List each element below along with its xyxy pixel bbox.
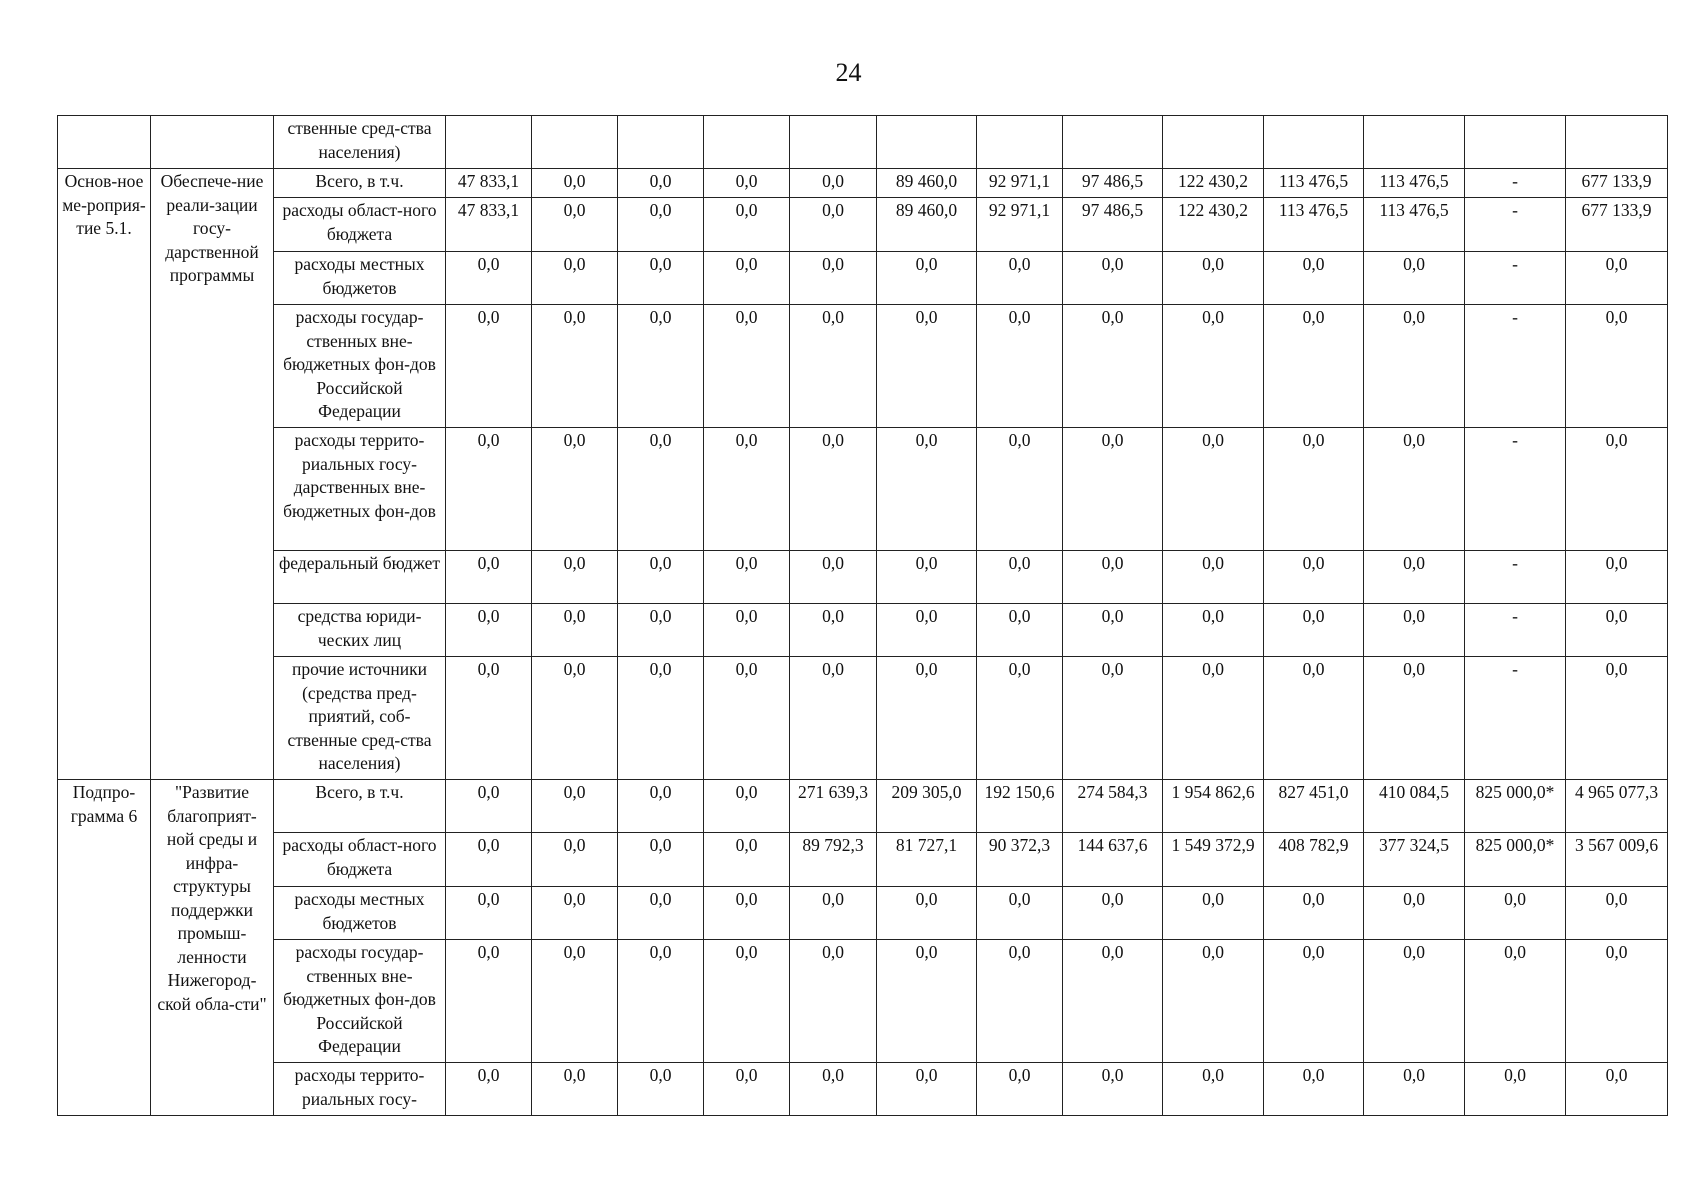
value-cell: 89 460,0 [877, 169, 977, 198]
value-cell: 0,0 [446, 887, 532, 940]
value-cell: 825 000,0* [1465, 833, 1566, 887]
value-cell: 0,0 [977, 428, 1063, 551]
value-cell: 97 486,5 [1063, 198, 1163, 252]
value-cell: 90 372,3 [977, 833, 1063, 887]
value-cell: 0,0 [532, 604, 618, 657]
value-cell: 0,0 [618, 198, 704, 252]
value-cell: 0,0 [1063, 887, 1163, 940]
value-cell: 0,0 [618, 428, 704, 551]
funding-source-cell: расходы государ-ственных вне-бюджетных фон-дов Российской Федерации [274, 940, 446, 1063]
value-cell: 0,0 [618, 780, 704, 833]
value-cell: 0,0 [790, 1063, 877, 1116]
value-cell: 0,0 [877, 305, 977, 428]
value-cell: 0,0 [1566, 657, 1668, 780]
table-row [58, 940, 1668, 1063]
value-cell: 0,0 [446, 833, 532, 887]
value-cell: 0,0 [1264, 657, 1364, 780]
value-cell: 274 584,3 [1063, 780, 1163, 833]
value-cell: 1 549 372,9 [1163, 833, 1264, 887]
table-row [58, 604, 1668, 657]
value-cell: 0,0 [532, 252, 618, 305]
value-cell: 0,0 [1063, 940, 1163, 1063]
program-code-cell [58, 116, 151, 169]
value-cell: 0,0 [704, 252, 790, 305]
budget-table [57, 115, 1668, 1116]
table-row [58, 657, 1668, 780]
funding-source-cell: ственные сред-ства населения) [274, 116, 446, 169]
value-cell: 0,0 [1163, 887, 1264, 940]
value-cell: 0,0 [532, 169, 618, 198]
table-row [58, 1063, 1668, 1116]
table-row [58, 169, 1668, 198]
value-cell: 0,0 [977, 887, 1063, 940]
value-cell: 0,0 [977, 604, 1063, 657]
value-cell: 0,0 [877, 428, 977, 551]
value-cell: 0,0 [532, 780, 618, 833]
value-cell: 0,0 [1063, 551, 1163, 604]
value-cell: 408 782,9 [1264, 833, 1364, 887]
value-cell: 0,0 [618, 833, 704, 887]
value-cell: 89 792,3 [790, 833, 877, 887]
table-row [58, 198, 1668, 252]
value-cell [532, 116, 618, 169]
value-cell: 0,0 [1566, 252, 1668, 305]
value-cell: 0,0 [1063, 657, 1163, 780]
value-cell [446, 116, 532, 169]
value-cell: 0,0 [977, 940, 1063, 1063]
table-row [58, 252, 1668, 305]
value-cell: 0,0 [704, 887, 790, 940]
value-cell: 0,0 [618, 887, 704, 940]
value-cell: 113 476,5 [1364, 169, 1465, 198]
value-cell: - [1465, 198, 1566, 252]
value-cell: 0,0 [1566, 305, 1668, 428]
value-cell [1465, 116, 1566, 169]
value-cell: 0,0 [704, 657, 790, 780]
funding-source-cell: средства юриди-ческих лиц [274, 604, 446, 657]
value-cell: 677 133,9 [1566, 198, 1668, 252]
value-cell: 0,0 [1264, 887, 1364, 940]
value-cell: 0,0 [1063, 1063, 1163, 1116]
value-cell: 0,0 [618, 551, 704, 604]
value-cell: 0,0 [446, 604, 532, 657]
value-cell [877, 116, 977, 169]
value-cell: 0,0 [618, 305, 704, 428]
value-cell: 0,0 [790, 198, 877, 252]
value-cell: 0,0 [977, 551, 1063, 604]
value-cell: 0,0 [1364, 887, 1465, 940]
value-cell: 0,0 [704, 833, 790, 887]
value-cell: 0,0 [618, 940, 704, 1063]
value-cell: - [1465, 169, 1566, 198]
value-cell [1566, 116, 1668, 169]
value-cell: - [1465, 428, 1566, 551]
value-cell: 0,0 [618, 1063, 704, 1116]
value-cell: 377 324,5 [1364, 833, 1465, 887]
value-cell: 0,0 [1264, 604, 1364, 657]
value-cell: 209 305,0 [877, 780, 977, 833]
value-cell: 0,0 [1063, 252, 1163, 305]
value-cell: 0,0 [877, 551, 977, 604]
funding-source-cell: прочие источники (средства пред-приятий, соб-ственные сред-ства населения) [274, 657, 446, 780]
value-cell: 47 833,1 [446, 198, 532, 252]
value-cell: 0,0 [790, 604, 877, 657]
value-cell: 0,0 [1566, 940, 1668, 1063]
value-cell: 0,0 [1264, 252, 1364, 305]
value-cell: 122 430,2 [1163, 169, 1264, 198]
value-cell: 81 727,1 [877, 833, 977, 887]
program-name-cell: "Развитие благоприят-ной среды и инфра-структуры поддержки промыш-ленности Нижегород-ской обла-сти" [151, 780, 274, 1116]
funding-source-cell: Всего, в т.ч. [274, 169, 446, 198]
value-cell: 4 965 077,3 [1566, 780, 1668, 833]
value-cell: 113 476,5 [1364, 198, 1465, 252]
value-cell: - [1465, 551, 1566, 604]
value-cell [618, 116, 704, 169]
value-cell: 1 954 862,6 [1163, 780, 1264, 833]
value-cell: 0,0 [1566, 887, 1668, 940]
value-cell: 0,0 [618, 657, 704, 780]
value-cell [1364, 116, 1465, 169]
value-cell: 0,0 [790, 252, 877, 305]
value-cell: 0,0 [1566, 1063, 1668, 1116]
value-cell [977, 116, 1063, 169]
value-cell [790, 116, 877, 169]
value-cell: 92 971,1 [977, 169, 1063, 198]
value-cell: 0,0 [1465, 887, 1566, 940]
value-cell: 410 084,5 [1364, 780, 1465, 833]
value-cell: 0,0 [704, 169, 790, 198]
value-cell: 271 639,3 [790, 780, 877, 833]
program-name-cell [151, 116, 274, 169]
table-row [58, 780, 1668, 833]
value-cell: 0,0 [877, 887, 977, 940]
value-cell: 0,0 [1163, 1063, 1264, 1116]
value-cell: 113 476,5 [1264, 169, 1364, 198]
value-cell: 0,0 [704, 604, 790, 657]
value-cell: 0,0 [704, 428, 790, 551]
page-number: 24 [835, 58, 862, 87]
value-cell: 0,0 [446, 780, 532, 833]
value-cell: 113 476,5 [1264, 198, 1364, 252]
value-cell: 0,0 [1364, 1063, 1465, 1116]
value-cell: 0,0 [532, 887, 618, 940]
value-cell: 0,0 [1364, 305, 1465, 428]
value-cell: 0,0 [877, 657, 977, 780]
value-cell: 0,0 [1163, 428, 1264, 551]
value-cell: 92 971,1 [977, 198, 1063, 252]
value-cell: 0,0 [790, 657, 877, 780]
value-cell: 0,0 [1566, 551, 1668, 604]
table-row [58, 887, 1668, 940]
program-name-cell: Обеспече-ние реали-зации госу-дарственной программы [151, 169, 274, 780]
value-cell: 0,0 [790, 305, 877, 428]
funding-source-cell: расходы террито-риальных госу- [274, 1063, 446, 1116]
value-cell [1063, 116, 1163, 169]
value-cell: 0,0 [704, 305, 790, 428]
value-cell: 0,0 [790, 940, 877, 1063]
value-cell: 0,0 [532, 940, 618, 1063]
value-cell: 827 451,0 [1264, 780, 1364, 833]
value-cell: 0,0 [877, 1063, 977, 1116]
value-cell: 0,0 [1163, 657, 1264, 780]
value-cell: 0,0 [618, 169, 704, 198]
value-cell [704, 116, 790, 169]
value-cell [1264, 116, 1364, 169]
value-cell: 0,0 [1264, 305, 1364, 428]
value-cell: 0,0 [1465, 940, 1566, 1063]
value-cell: 0,0 [790, 169, 877, 198]
value-cell [1163, 116, 1264, 169]
value-cell: 0,0 [1163, 604, 1264, 657]
value-cell: 825 000,0* [1465, 780, 1566, 833]
funding-source-cell: расходы террито-риальных госу-дарственных вне-бюджетных фон-дов [274, 428, 446, 551]
value-cell: 89 460,0 [877, 198, 977, 252]
value-cell: 0,0 [532, 833, 618, 887]
value-cell: - [1465, 305, 1566, 428]
funding-source-cell: расходы государ-ственных вне-бюджетных фон-дов Российской Федерации [274, 305, 446, 428]
value-cell: - [1465, 604, 1566, 657]
value-cell: 0,0 [446, 428, 532, 551]
value-cell: 0,0 [1063, 305, 1163, 428]
value-cell: 0,0 [1063, 604, 1163, 657]
value-cell: 47 833,1 [446, 169, 532, 198]
value-cell: 0,0 [1163, 551, 1264, 604]
value-cell: 0,0 [704, 780, 790, 833]
table-row [58, 116, 1668, 169]
value-cell: 0,0 [704, 198, 790, 252]
value-cell: 0,0 [446, 1063, 532, 1116]
value-cell: 0,0 [1566, 604, 1668, 657]
funding-source-cell: Всего, в т.ч. [274, 780, 446, 833]
value-cell: 0,0 [446, 252, 532, 305]
value-cell: 0,0 [532, 198, 618, 252]
value-cell: 0,0 [532, 657, 618, 780]
value-cell: 0,0 [704, 1063, 790, 1116]
value-cell: 0,0 [704, 551, 790, 604]
value-cell: 3 567 009,6 [1566, 833, 1668, 887]
value-cell: 0,0 [532, 428, 618, 551]
value-cell: 122 430,2 [1163, 198, 1264, 252]
funding-source-cell: расходы област-ного бюджета [274, 833, 446, 887]
value-cell: 0,0 [1063, 428, 1163, 551]
value-cell: 0,0 [532, 1063, 618, 1116]
value-cell: 0,0 [1364, 551, 1465, 604]
value-cell: 97 486,5 [1063, 169, 1163, 198]
value-cell: 0,0 [790, 551, 877, 604]
value-cell: 0,0 [532, 305, 618, 428]
value-cell: 0,0 [1264, 1063, 1364, 1116]
funding-source-cell: расходы област-ного бюджета [274, 198, 446, 252]
value-cell: 0,0 [977, 305, 1063, 428]
value-cell: 0,0 [877, 604, 977, 657]
value-cell: 0,0 [1264, 940, 1364, 1063]
funding-source-cell: расходы местных бюджетов [274, 887, 446, 940]
value-cell: 0,0 [977, 252, 1063, 305]
value-cell: 0,0 [1163, 305, 1264, 428]
value-cell: 0,0 [877, 940, 977, 1063]
value-cell: 0,0 [1264, 428, 1364, 551]
table-row [58, 428, 1668, 551]
value-cell: 0,0 [790, 428, 877, 551]
value-cell: 0,0 [977, 1063, 1063, 1116]
value-cell: 0,0 [1465, 1063, 1566, 1116]
value-cell: 0,0 [1163, 940, 1264, 1063]
value-cell: 0,0 [977, 657, 1063, 780]
value-cell: 0,0 [618, 252, 704, 305]
value-cell: 0,0 [1566, 428, 1668, 551]
program-code-cell: Основ-ное ме-роприя-тие 5.1. [58, 169, 151, 780]
table-row [58, 833, 1668, 887]
value-cell: 0,0 [1364, 604, 1465, 657]
table-row [58, 551, 1668, 604]
value-cell: 0,0 [1364, 252, 1465, 305]
value-cell: 0,0 [1364, 428, 1465, 551]
value-cell: 0,0 [1364, 940, 1465, 1063]
value-cell: 0,0 [1163, 252, 1264, 305]
value-cell: - [1465, 252, 1566, 305]
table-row [58, 305, 1668, 428]
value-cell: 144 637,6 [1063, 833, 1163, 887]
value-cell: 0,0 [618, 604, 704, 657]
value-cell: 0,0 [532, 551, 618, 604]
value-cell: 0,0 [446, 940, 532, 1063]
funding-source-cell: федеральный бюджет [274, 551, 446, 604]
value-cell: 0,0 [446, 305, 532, 428]
funding-source-cell: расходы местных бюджетов [274, 252, 446, 305]
value-cell: 0,0 [877, 252, 977, 305]
value-cell: - [1465, 657, 1566, 780]
value-cell: 0,0 [446, 657, 532, 780]
value-cell: 0,0 [1364, 657, 1465, 780]
value-cell: 0,0 [1264, 551, 1364, 604]
program-code-cell: Подпро-грамма 6 [58, 780, 151, 1116]
value-cell: 0,0 [446, 551, 532, 604]
value-cell: 0,0 [790, 887, 877, 940]
value-cell: 677 133,9 [1566, 169, 1668, 198]
value-cell: 0,0 [704, 940, 790, 1063]
value-cell: 192 150,6 [977, 780, 1063, 833]
